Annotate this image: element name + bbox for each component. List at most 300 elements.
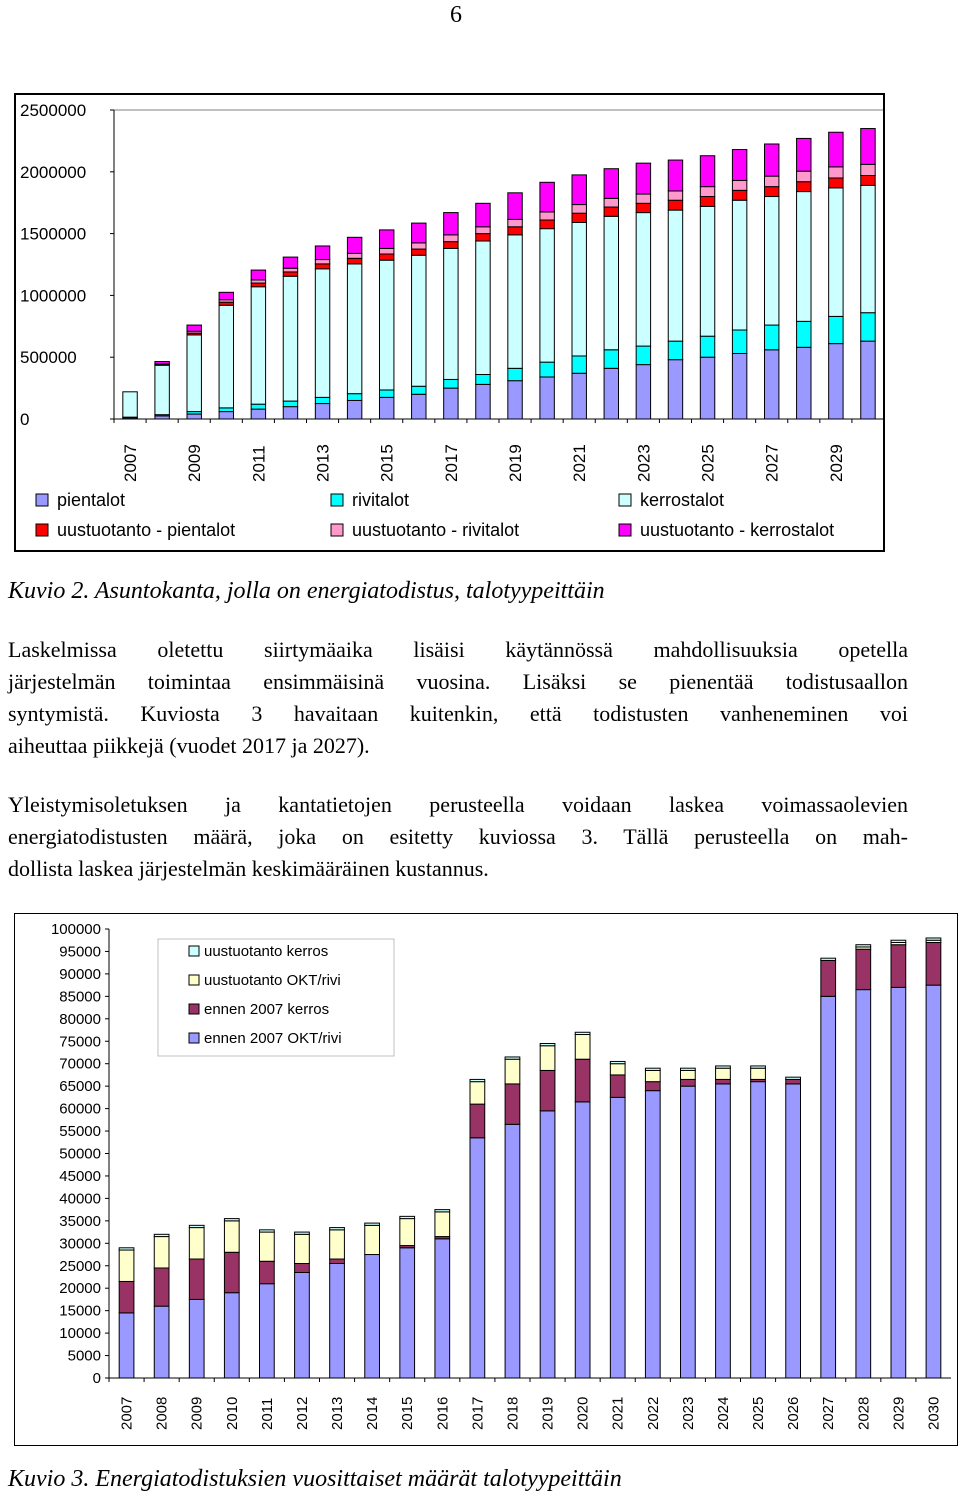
bar-segment (315, 260, 329, 264)
bar-segment (829, 316, 843, 343)
bar-segment (540, 377, 554, 419)
bar-segment (610, 1061, 625, 1063)
bar-segment (119, 1313, 134, 1378)
paragraph-line: Laskelmissa oletettu siirtymäaika lisäisi käytännössä mahdollisuuksia opetella (8, 637, 908, 662)
bar-segment (645, 1082, 660, 1091)
x-tick-label: 2015 (399, 1396, 417, 1430)
figure-3-frame (14, 913, 958, 1446)
bar-segment (861, 176, 875, 186)
bar-segment (668, 200, 682, 210)
bar-segment (700, 197, 714, 207)
x-tick-label: 2007 (118, 1396, 136, 1430)
bar-segment (829, 178, 843, 188)
bar-segment (505, 1057, 520, 1059)
paragraph-line: aiheuttaa piikkejä (vuodet 2017 ja 2027). (8, 733, 370, 758)
bar-segment (508, 235, 522, 368)
bar-segment (572, 175, 586, 205)
bar-segment (604, 216, 618, 349)
bar-segment (251, 404, 265, 409)
bar-segment (444, 242, 458, 249)
paragraph-line: energiatodistusten määrä, joka on esitetty kuviossa 3. Tällä perusteella on mah- (8, 824, 908, 849)
bar-segment (681, 1070, 696, 1079)
legend-swatch (331, 494, 343, 506)
bar-segment (797, 171, 811, 182)
bar-segment (505, 1124, 520, 1378)
bar-segment (189, 1228, 204, 1259)
bar-segment (764, 187, 778, 197)
bar-segment (861, 313, 875, 341)
bar-segment (540, 182, 554, 212)
x-tick-label: 2024 (714, 1396, 732, 1430)
x-tick-label: 2014 (364, 1396, 382, 1430)
figure-3-caption: Kuvio 3. Energiatodistuksien vuosittaiset määrät talotyypeittäin (8, 1466, 622, 1492)
bar-segment (315, 246, 329, 260)
bar-segment (470, 1138, 485, 1378)
bar-segment (187, 335, 201, 412)
bar-segment (470, 1082, 485, 1104)
bar-segment (604, 198, 618, 207)
bar-segment (119, 1250, 134, 1281)
bar-segment (412, 394, 426, 419)
x-tick-label: 2029 (826, 444, 846, 482)
bar-segment (732, 200, 746, 330)
bar-segment (797, 138, 811, 171)
y-tick-label: 25000 (59, 1257, 101, 1275)
y-tick-label: 80000 (59, 1010, 101, 1028)
bar-segment (540, 1111, 555, 1378)
bar-segment (315, 264, 329, 269)
x-tick-label: 2013 (329, 1396, 347, 1430)
bar-segment (444, 213, 458, 235)
legend-swatch (189, 1004, 199, 1014)
bar-segment (435, 1239, 450, 1378)
bar-segment (764, 350, 778, 419)
bar-segment (315, 269, 329, 398)
bar-segment (926, 942, 941, 985)
bar-segment (412, 255, 426, 386)
bar-segment (861, 185, 875, 312)
bar-segment (155, 362, 169, 364)
bar-segment (119, 1281, 134, 1312)
y-tick-label: 35000 (59, 1212, 101, 1230)
bar-segment (189, 1299, 204, 1378)
bar-segment (315, 397, 329, 403)
bar-segment (283, 407, 297, 419)
bar-segment (379, 397, 393, 419)
bar-segment (604, 368, 618, 419)
bar-segment (700, 187, 714, 197)
bar-segment (751, 1082, 766, 1378)
bar-segment (645, 1068, 660, 1070)
bar-segment (540, 220, 554, 229)
bar-segment (219, 305, 233, 408)
bar-segment (379, 260, 393, 390)
bar-segment (829, 344, 843, 419)
bar-segment (330, 1264, 345, 1378)
bar-segment (681, 1068, 696, 1070)
bar-segment (764, 144, 778, 176)
bar-segment (379, 254, 393, 260)
bar-segment (347, 253, 361, 258)
legend-label: uustuotanto - kerrostalot (640, 520, 835, 540)
legend-swatch (619, 494, 631, 506)
x-tick-label: 2020 (574, 1396, 592, 1430)
bar-segment (224, 1293, 239, 1378)
legend-label: uustuotanto - pientalot (57, 520, 236, 540)
bar-segment (891, 987, 906, 1378)
bar-segment (732, 330, 746, 353)
bar-segment (224, 1221, 239, 1252)
bar-segment (347, 394, 361, 401)
bar-segment (861, 129, 875, 165)
bar-segment (347, 400, 361, 419)
bar-segment (476, 203, 490, 226)
x-tick-label: 2025 (750, 1396, 768, 1430)
y-tick-label: 15000 (59, 1302, 101, 1320)
bar-segment (476, 227, 490, 234)
y-tick-label: 60000 (59, 1100, 101, 1118)
y-tick-label: 5000 (67, 1347, 101, 1365)
bar-segment (154, 1306, 169, 1378)
bar-segment (508, 219, 522, 226)
x-tick-label: 2015 (377, 444, 397, 482)
legend-swatch (619, 524, 631, 536)
bar-segment (251, 270, 265, 280)
bar-segment (856, 990, 871, 1378)
bar-segment (645, 1091, 660, 1378)
bar-segment (572, 205, 586, 214)
paragraph-1 (8, 634, 908, 762)
bar-segment (365, 1225, 380, 1254)
y-tick-label: 20000 (59, 1280, 101, 1298)
bar-segment (470, 1079, 485, 1081)
bar-segment (123, 392, 137, 417)
bar-segment (412, 386, 426, 394)
bar-segment (444, 235, 458, 242)
x-tick-label: 2027 (762, 444, 782, 482)
legend-swatch (331, 524, 343, 536)
bar-segment (379, 248, 393, 254)
bar-segment (476, 375, 490, 385)
bar-segment (330, 1259, 345, 1263)
bar-segment (154, 1234, 169, 1236)
bar-segment (829, 188, 843, 317)
bar-segment (700, 206, 714, 336)
legend-label: rivitalot (352, 490, 410, 510)
bar-segment (575, 1035, 590, 1060)
bar-segment (283, 272, 297, 276)
legend-swatch (36, 494, 48, 506)
bar-segment (668, 210, 682, 341)
y-tick-label: 95000 (59, 943, 101, 961)
x-tick-label: 2013 (313, 444, 333, 482)
paragraph-line: syntymistä. Kuviosta 3 havaitaan kuitenkin, että todistusten vanheneminen voi (8, 701, 908, 726)
bar-segment (668, 160, 682, 191)
bar-segment (251, 409, 265, 419)
bar-segment (347, 264, 361, 394)
bar-segment (861, 341, 875, 419)
bar-segment (508, 193, 522, 220)
bar-segment (716, 1084, 731, 1378)
bar-segment (315, 404, 329, 419)
x-tick-label: 2018 (504, 1396, 522, 1430)
x-tick-label: 2022 (644, 1396, 662, 1430)
legend-swatch (36, 524, 48, 536)
bar-segment (821, 996, 836, 1378)
y-tick-label: 1500000 (20, 224, 87, 244)
y-tick-label: 0 (20, 410, 30, 429)
y-tick-label: 50000 (59, 1145, 101, 1163)
y-tick-label: 100000 (50, 921, 101, 938)
x-tick-label: 2012 (293, 1396, 311, 1430)
bar-segment (444, 248, 458, 379)
bar-segment (540, 212, 554, 220)
bar-segment (821, 958, 836, 960)
legend-label: kerrostalot (640, 490, 725, 510)
bar-segment (189, 1259, 204, 1299)
bar-segment (347, 237, 361, 253)
x-tick-label: 2019 (506, 444, 526, 482)
figure-2-caption: Kuvio 2. Asuntokanta, jolla on energiatodistus, talotyypeittäin (8, 578, 605, 604)
y-tick-label: 40000 (59, 1190, 101, 1208)
bar-segment (295, 1272, 310, 1378)
bar-segment (732, 190, 746, 200)
bar-segment (681, 1079, 696, 1086)
bar-segment (821, 960, 836, 996)
bar-segment (224, 1252, 239, 1292)
bar-segment (604, 207, 618, 216)
bar-segment (330, 1228, 345, 1230)
bar-segment (154, 1268, 169, 1306)
bar-segment (260, 1230, 275, 1232)
bar-segment (926, 985, 941, 1378)
x-tick-label: 2030 (925, 1396, 943, 1430)
bar-segment (751, 1068, 766, 1079)
bar-segment (797, 182, 811, 192)
bar-segment (219, 412, 233, 419)
bar-segment (610, 1064, 625, 1075)
x-tick-label: 2011 (258, 1397, 276, 1430)
y-tick-label: 0 (92, 1370, 101, 1387)
bar-segment (926, 938, 941, 940)
bar-segment (572, 213, 586, 222)
bar-segment (283, 401, 297, 407)
chart-housing-stock (16, 95, 883, 550)
bar-segment (508, 368, 522, 380)
bar-segment (505, 1059, 520, 1084)
x-tick-label: 2016 (434, 1396, 452, 1430)
x-tick-label: 2019 (539, 1396, 557, 1430)
bar-segment (716, 1079, 731, 1083)
bar-segment (400, 1216, 415, 1218)
bar-segment (251, 283, 265, 287)
x-tick-label: 2021 (609, 1396, 627, 1430)
paragraph-line: dollista laskea järjestelmän keskimääräinen kustannus. (8, 856, 489, 881)
y-tick-label: 70000 (59, 1055, 101, 1073)
y-tick-label: 2500000 (20, 101, 87, 120)
bar-segment (786, 1084, 801, 1378)
bar-segment (829, 167, 843, 178)
bar-segment (283, 257, 297, 268)
x-tick-label: 2025 (698, 444, 718, 482)
x-tick-label: 2028 (855, 1396, 873, 1430)
bar-segment (219, 408, 233, 412)
bar-segment (444, 388, 458, 419)
bar-segment (154, 1237, 169, 1268)
bar-segment (861, 164, 875, 175)
legend-label: ennen 2007 OKT/rivi (204, 1030, 342, 1047)
y-tick-label: 65000 (59, 1078, 101, 1096)
bar-segment (797, 347, 811, 419)
bar-segment (668, 360, 682, 419)
x-tick-label: 2009 (188, 1396, 206, 1430)
bar-segment (119, 1248, 134, 1250)
bar-segment (365, 1223, 380, 1225)
bar-segment (856, 945, 871, 947)
legend-label: uustuotanto - rivitalot (352, 520, 520, 540)
bar-segment (610, 1075, 625, 1097)
bar-segment (732, 353, 746, 419)
y-tick-label: 30000 (59, 1235, 101, 1253)
x-tick-label: 2009 (185, 444, 205, 482)
bar-segment (636, 163, 650, 194)
bar-segment (700, 156, 714, 187)
bar-segment (295, 1234, 310, 1263)
bar-segment (572, 356, 586, 373)
bar-segment (379, 390, 393, 397)
bar-segment (540, 1070, 555, 1110)
bar-segment (681, 1086, 696, 1378)
bar-segment (716, 1066, 731, 1068)
bar-segment (797, 192, 811, 322)
bar-segment (797, 321, 811, 347)
bar-segment (700, 336, 714, 357)
paragraph-line: Yleistymisoletuksen ja kantatietojen perusteella voidaan laskea voimassaolevien (8, 792, 908, 817)
figure-2-frame (14, 93, 885, 552)
bar-segment (604, 350, 618, 369)
page-number: 6 (450, 2, 462, 28)
bar-segment (365, 1255, 380, 1378)
bar-segment (283, 276, 297, 401)
y-tick-label: 500000 (20, 348, 77, 368)
bar-segment (187, 325, 201, 331)
bar-segment (476, 241, 490, 374)
bar-segment (330, 1230, 345, 1259)
y-tick-label: 55000 (59, 1123, 101, 1141)
bar-segment (700, 357, 714, 419)
bar-segment (572, 373, 586, 419)
bar-segment (764, 176, 778, 187)
legend-label: ennen 2007 kerros (204, 1001, 330, 1018)
bar-segment (347, 258, 361, 264)
x-tick-label: 2026 (785, 1396, 803, 1430)
y-tick-label: 75000 (59, 1033, 101, 1051)
legend-label: pientalot (57, 490, 126, 510)
legend-swatch (189, 975, 199, 985)
bar-segment (412, 223, 426, 243)
x-tick-label: 2027 (820, 1396, 838, 1430)
bar-segment (540, 229, 554, 362)
x-tick-label: 2029 (890, 1396, 908, 1430)
bar-segment (751, 1066, 766, 1068)
bar-segment (400, 1248, 415, 1378)
bar-segment (764, 325, 778, 350)
bar-segment (476, 234, 490, 241)
bar-segment (283, 268, 297, 272)
bar-segment (224, 1219, 239, 1221)
bar-segment (435, 1210, 450, 1212)
bar-segment (610, 1097, 625, 1378)
bar-segment (251, 287, 265, 404)
bar-segment (540, 1046, 555, 1071)
bar-segment (829, 132, 843, 167)
bar-segment (575, 1102, 590, 1378)
bar-segment (379, 230, 393, 249)
y-tick-label: 90000 (59, 965, 101, 983)
bar-segment (636, 213, 650, 346)
bar-segment (891, 940, 906, 942)
legend-swatch (189, 1033, 199, 1043)
bar-segment (412, 243, 426, 249)
bar-segment (575, 1032, 590, 1034)
bar-segment (435, 1212, 450, 1237)
y-tick-label: 85000 (59, 988, 101, 1006)
y-tick-label: 2000000 (20, 162, 87, 182)
bar-segment (260, 1284, 275, 1378)
bar-segment (636, 203, 650, 212)
x-tick-label: 2017 (469, 1396, 487, 1430)
y-tick-label: 1000000 (20, 286, 87, 306)
bar-segment (668, 191, 682, 200)
bar-segment (604, 169, 618, 199)
bar-segment (155, 365, 169, 414)
bar-segment (636, 346, 650, 365)
bar-segment (476, 384, 490, 419)
bar-segment (786, 1077, 801, 1079)
bar-segment (716, 1068, 731, 1079)
bar-segment (219, 292, 233, 299)
bar-segment (732, 150, 746, 181)
bar-segment (187, 414, 201, 419)
bar-segment (444, 379, 458, 388)
bar-segment (732, 180, 746, 190)
bar-segment (540, 362, 554, 377)
paragraph-line: järjestelmän toimintaa ensimmäisinä vuosina. Lisäksi se pienentää todistusaallon (8, 669, 908, 694)
bar-segment (636, 365, 650, 419)
bar-segment (470, 1104, 485, 1138)
bar-segment (508, 381, 522, 419)
x-tick-label: 2010 (223, 1396, 241, 1430)
x-tick-label: 2023 (634, 444, 654, 482)
x-tick-label: 2007 (121, 444, 141, 482)
bar-segment (668, 341, 682, 360)
chart-certificate-counts (15, 914, 957, 1445)
legend-swatch (189, 946, 199, 956)
bar-segment (575, 1059, 590, 1102)
bar-segment (295, 1264, 310, 1273)
x-tick-label: 2017 (441, 444, 461, 482)
x-tick-label: 2021 (570, 444, 590, 482)
paragraph-2 (8, 789, 908, 885)
bar-segment (645, 1070, 660, 1081)
bar-segment (891, 945, 906, 988)
bar-segment (295, 1232, 310, 1234)
bar-segment (786, 1079, 801, 1083)
x-tick-label: 2008 (153, 1396, 171, 1430)
bar-segment (764, 197, 778, 326)
legend-label: uustuotanto OKT/rivi (204, 972, 341, 989)
bar-segment (260, 1232, 275, 1261)
